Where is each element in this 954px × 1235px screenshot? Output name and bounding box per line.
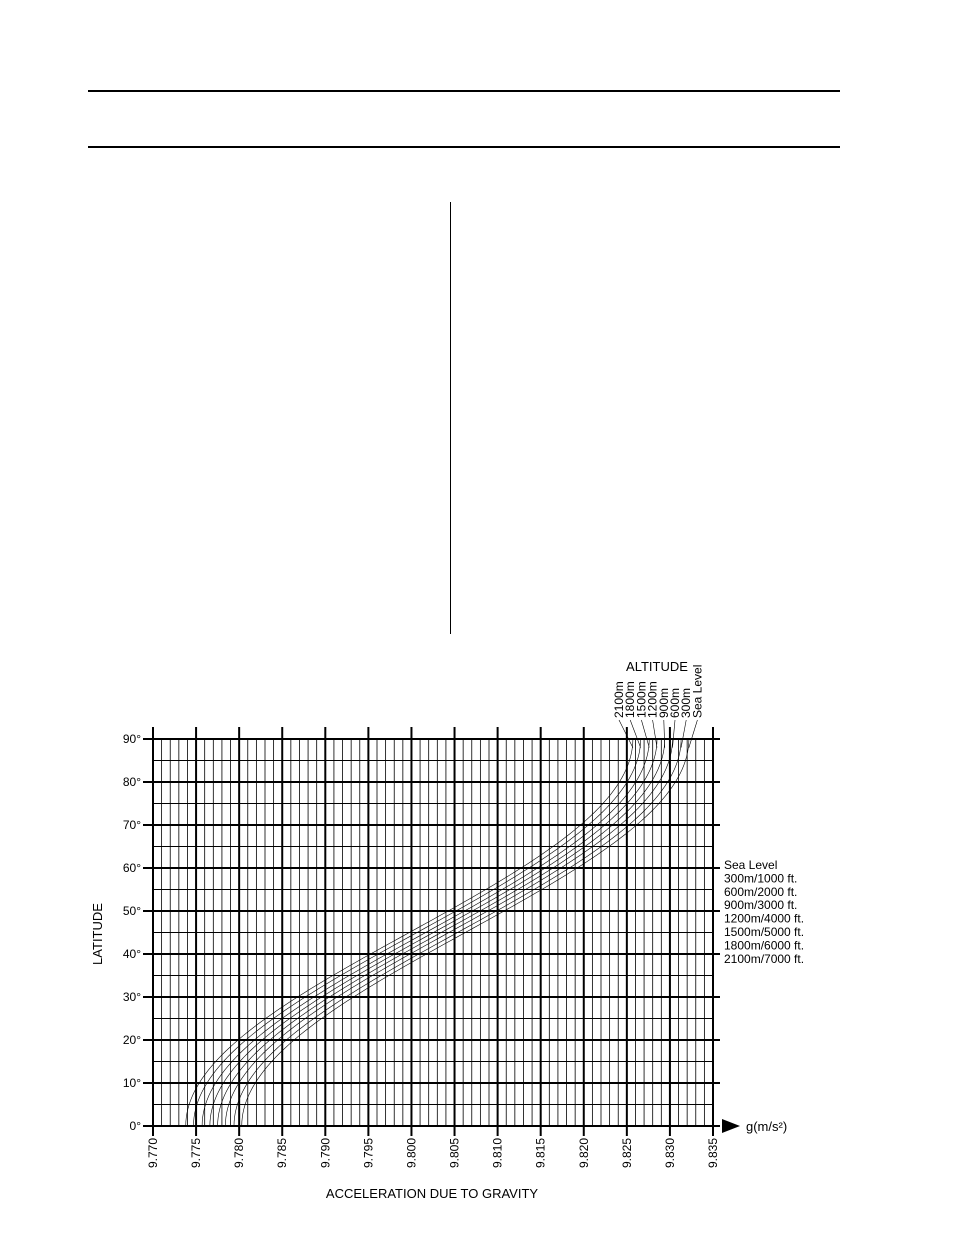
altitude-leader-line (641, 720, 649, 748)
x-tick-label: 9.795 (361, 1138, 376, 1169)
y-tick-label: 60° (122, 861, 141, 875)
altitude-leader-line (664, 720, 665, 748)
x-tick-label: 9.780 (232, 1138, 247, 1169)
legend-entry: 1200m/4000 ft. (724, 911, 805, 926)
y-tick-label: 20° (122, 1033, 141, 1047)
legend-entry: 600m/2000 ft. (724, 884, 798, 899)
legend-entry: 300m/1000 ft. (724, 871, 798, 886)
altitude-label: 900m (656, 687, 671, 718)
legend-entry: 2100m/7000 ft. (724, 951, 805, 966)
x-tick-label: 9.825 (619, 1138, 634, 1169)
y-tick-label: 40° (122, 947, 141, 961)
legend-entry: 900m/3000 ft. (724, 898, 798, 913)
altitude-label: 1200m (645, 681, 660, 718)
x-tick-label: 9.810 (490, 1138, 505, 1169)
altitude-header: ALTITUDE (626, 659, 688, 674)
legend-entry: 1800m/6000 ft. (724, 938, 805, 953)
x-unit-label: g(m/s²) (746, 1119, 788, 1134)
x-tick-label: 9.770 (146, 1138, 160, 1169)
y-tick-label: 80° (122, 775, 141, 789)
legend-entry: 1500m/5000 ft. (724, 925, 805, 939)
altitude-leader-line (653, 720, 657, 748)
altitude-label: 300m (679, 687, 694, 718)
y-tick-label: 30° (122, 990, 141, 1004)
x-tick-labels (146, 1138, 720, 1168)
x-tick-label: 9.775 (189, 1138, 204, 1169)
altitude-leader-line (681, 720, 686, 748)
x-axis-arrow-icon (722, 1119, 740, 1133)
y-tick-label: 70° (122, 818, 141, 832)
y-tick-label: 50° (122, 904, 141, 918)
altitude-label: 1800m (623, 681, 638, 718)
y-tick-label: 10° (122, 1076, 141, 1090)
y-tick-label: 90° (122, 732, 141, 746)
x-tick-label: 9.800 (404, 1138, 419, 1169)
x-tick-label: 9.815 (533, 1138, 548, 1169)
x-axis-label: ACCELERATION DUE TO GRAVITY (325, 1186, 539, 1201)
y-tick-labels (123, 732, 141, 1133)
x-tick-label: 9.790 (318, 1138, 333, 1169)
altitude-label: 2100m (612, 681, 626, 718)
y-axis-label: LATITUDE (90, 903, 105, 965)
altitude-leader-line (673, 720, 675, 748)
x-tick-label: 9.835 (706, 1138, 720, 1169)
x-tick-label: 9.805 (447, 1138, 462, 1169)
legend (724, 858, 804, 966)
y-tick-label: 0° (129, 1119, 141, 1133)
grid (143, 727, 720, 1136)
x-tick-label: 9.785 (275, 1138, 290, 1169)
altitude-label: 600m (668, 687, 682, 718)
x-tick-label: 9.820 (576, 1138, 591, 1169)
legend-entry: Sea Level (724, 858, 778, 872)
altitude-label: 1500m (634, 681, 649, 718)
x-tick-label: 9.830 (662, 1138, 677, 1169)
altitude-label: Sea Level (690, 664, 705, 718)
